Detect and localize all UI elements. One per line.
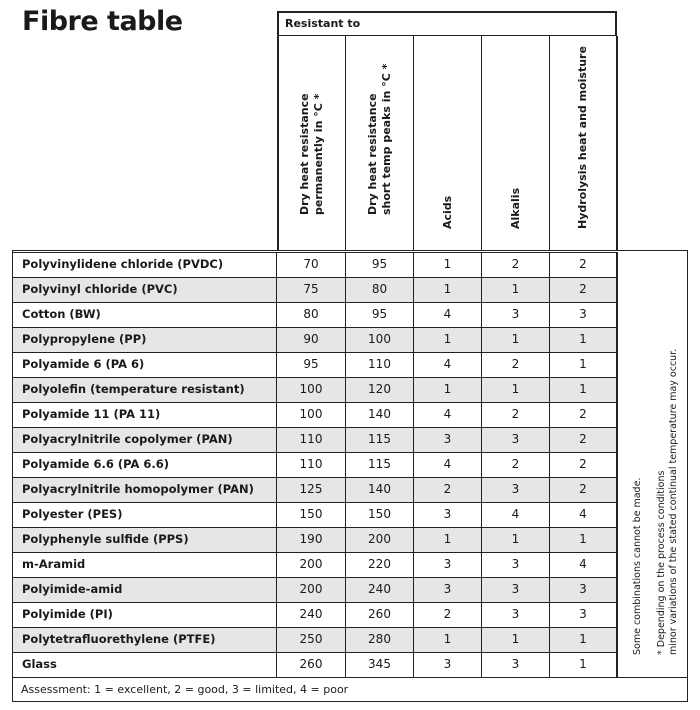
table-row xyxy=(13,552,618,577)
table-cell: 1 xyxy=(482,527,550,552)
row-divider xyxy=(13,602,618,603)
table-cell: 260 xyxy=(277,652,346,677)
column-header-line: Alkalis xyxy=(508,187,522,229)
table-cell: 2 xyxy=(550,477,618,502)
fibre-name: Polyacrylnitrile copolymer (PAN) xyxy=(13,427,277,452)
fibre-name: Polytetrafluorethylene (PTFE) xyxy=(13,627,277,652)
table-cell: 220 xyxy=(346,552,414,577)
column-header-line: Hydrolysis heat and moisture xyxy=(576,46,589,229)
table-cell: 95 xyxy=(346,302,414,327)
table-cell: 4 xyxy=(550,502,618,527)
table-cell: 2 xyxy=(550,402,618,427)
table-cell: 200 xyxy=(277,552,346,577)
table-cell: 200 xyxy=(346,527,414,552)
table-cell: 1 xyxy=(414,377,482,402)
table-row xyxy=(13,652,618,677)
table-cell: 70 xyxy=(277,252,346,277)
assessment-legend: Assessment: 1 = excellent, 2 = good, 3 = limited, 4 = poor xyxy=(13,677,687,701)
row-divider xyxy=(13,477,618,478)
table-cell: 1 xyxy=(414,252,482,277)
table-cell: 345 xyxy=(346,652,414,677)
table-cell: 115 xyxy=(346,427,414,452)
row-divider xyxy=(13,527,618,528)
table-row xyxy=(13,352,618,377)
column-header-3 xyxy=(414,36,482,251)
row-divider xyxy=(13,302,618,303)
table-cell: 1 xyxy=(414,277,482,302)
table-row xyxy=(13,602,618,627)
column-header-line: Dry heat resistance xyxy=(365,93,379,215)
row-divider xyxy=(13,452,618,453)
table-cell: 90 xyxy=(277,327,346,352)
fibre-name: Polyphenyle sulfide (PPS) xyxy=(13,527,277,552)
table-row xyxy=(13,627,618,652)
table-cell: 2 xyxy=(550,452,618,477)
table-row xyxy=(13,277,618,302)
table-row xyxy=(13,452,618,477)
table-cell: 2 xyxy=(482,402,550,427)
table-cell: 1 xyxy=(482,277,550,302)
fibre-name: Polyimide-amid xyxy=(13,577,277,602)
table-cell: 1 xyxy=(550,352,618,377)
table-cell: 2 xyxy=(482,452,550,477)
table-cell: 4 xyxy=(550,552,618,577)
fibre-name: Cotton (BW) xyxy=(13,302,277,327)
table-cell: 1 xyxy=(550,627,618,652)
table-cell: 200 xyxy=(277,577,346,602)
table-cell: 3 xyxy=(550,577,618,602)
table-cell: 1 xyxy=(414,627,482,652)
column-header-line: permanently in °C * xyxy=(312,93,325,215)
fibre-name: m-Aramid xyxy=(13,552,277,577)
table-cell: 120 xyxy=(346,377,414,402)
table-cell: 150 xyxy=(277,502,346,527)
row-divider xyxy=(13,577,618,578)
table-cell: 4 xyxy=(482,502,550,527)
table-cell: 3 xyxy=(482,602,550,627)
row-divider xyxy=(13,352,618,353)
table-cell: 1 xyxy=(550,652,618,677)
table-cell: 2 xyxy=(482,252,550,277)
table-cell: 240 xyxy=(277,602,346,627)
column-header-text xyxy=(298,93,326,215)
table-cell: 1 xyxy=(550,377,618,402)
row-divider xyxy=(13,652,618,653)
table-cell: 2 xyxy=(414,477,482,502)
row-divider xyxy=(13,627,618,628)
row-divider xyxy=(13,377,618,378)
table-cell: 1 xyxy=(414,327,482,352)
table-cell: 75 xyxy=(277,277,346,302)
table-cell: 95 xyxy=(277,352,346,377)
table-cell: 3 xyxy=(414,502,482,527)
table-cell: 2 xyxy=(550,252,618,277)
table-cell: 140 xyxy=(346,402,414,427)
row-divider xyxy=(13,502,618,503)
table-cell: 95 xyxy=(346,252,414,277)
page-title: Fibre table xyxy=(22,6,183,37)
table-cell: 2 xyxy=(414,602,482,627)
table-cell: 125 xyxy=(277,477,346,502)
column-header-text xyxy=(366,64,394,215)
table-cell: 110 xyxy=(277,427,346,452)
table-cell: 3 xyxy=(482,302,550,327)
table-cell: 3 xyxy=(414,577,482,602)
column-header-line: Dry heat resistance xyxy=(298,93,311,215)
table-cell: 2 xyxy=(550,277,618,302)
table-cell: 190 xyxy=(277,527,346,552)
table-cell: 3 xyxy=(414,552,482,577)
fibre-name: Polypropylene (PP) xyxy=(13,327,277,352)
table-cell: 1 xyxy=(414,527,482,552)
fibre-name: Polyamide 11 (PA 11) xyxy=(13,402,277,427)
table-row xyxy=(13,377,618,402)
table-cell: 3 xyxy=(414,427,482,452)
table-cell: 4 xyxy=(414,402,482,427)
table-row xyxy=(13,477,618,502)
table-cell: 3 xyxy=(482,577,550,602)
column-header-1 xyxy=(277,36,346,251)
column-header-text xyxy=(509,188,523,229)
table-cell: 1 xyxy=(482,327,550,352)
table-cell: 115 xyxy=(346,452,414,477)
table-cell: 3 xyxy=(482,427,550,452)
row-divider xyxy=(13,552,618,553)
table-cell: 110 xyxy=(346,352,414,377)
fibre-name: Polyamide 6.6 (PA 6.6) xyxy=(13,452,277,477)
fibre-name: Polyvinylidene chloride (PVDC) xyxy=(13,252,277,277)
resistant-to-header xyxy=(277,11,617,36)
table-cell: 140 xyxy=(346,477,414,502)
table-cell: 80 xyxy=(277,302,346,327)
table-cell: 100 xyxy=(277,377,346,402)
fibre-name: Polyester (PES) xyxy=(13,502,277,527)
column-header-text xyxy=(441,196,455,229)
table-cell: 3 xyxy=(482,652,550,677)
table-cell: 110 xyxy=(277,452,346,477)
table-row xyxy=(13,302,618,327)
column-header-5 xyxy=(550,36,618,251)
table-cell: 3 xyxy=(482,552,550,577)
table-cell: 100 xyxy=(346,327,414,352)
table-cell: 280 xyxy=(346,627,414,652)
table-cell: 250 xyxy=(277,627,346,652)
row-divider xyxy=(13,277,618,278)
fibre-name: Polyvinyl chloride (PVC) xyxy=(13,277,277,302)
table-cell: 4 xyxy=(414,302,482,327)
fibre-name: Polyolefin (temperature resistant) xyxy=(13,377,277,402)
table-cell: 4 xyxy=(414,352,482,377)
column-header-4 xyxy=(482,36,550,251)
table-cell: 4 xyxy=(414,452,482,477)
table-row xyxy=(13,402,618,427)
table-row xyxy=(13,427,618,452)
row-divider xyxy=(13,252,618,253)
table-cell: 3 xyxy=(550,302,618,327)
side-note-process-conditions: * Depending on the process conditions xyxy=(656,470,667,655)
column-header-2 xyxy=(346,36,414,251)
fibre-name: Polyimide (PI) xyxy=(13,602,277,627)
column-header-line: short temp peaks in °C * xyxy=(379,63,393,215)
table-cell: 240 xyxy=(346,577,414,602)
column-header-text xyxy=(576,46,590,229)
fibre-name: Polyacrylnitrile homopolymer (PAN) xyxy=(13,477,277,502)
fibre-name: Glass xyxy=(13,652,277,677)
table-cell: 80 xyxy=(346,277,414,302)
row-divider xyxy=(13,327,618,328)
table-cell: 1 xyxy=(482,377,550,402)
table-row xyxy=(13,327,618,352)
table-cell: 1 xyxy=(550,327,618,352)
table-cell: 150 xyxy=(346,502,414,527)
row-divider xyxy=(13,402,618,403)
table-cell: 100 xyxy=(277,402,346,427)
side-notes xyxy=(622,250,688,677)
table-cell: 2 xyxy=(482,352,550,377)
table-cell: 2 xyxy=(550,427,618,452)
table-cell: 3 xyxy=(550,602,618,627)
fibre-name: Polyamide 6 (PA 6) xyxy=(13,352,277,377)
row-divider xyxy=(13,427,618,428)
table-cell: 1 xyxy=(482,627,550,652)
table-cell: 1 xyxy=(550,527,618,552)
table-cell: 3 xyxy=(482,477,550,502)
table-row xyxy=(13,527,618,552)
table-cell: 260 xyxy=(346,602,414,627)
table-row xyxy=(13,577,618,602)
resistant-to-label: Resistant to xyxy=(285,17,361,30)
side-note-combinations: Some combinations cannot be made. xyxy=(632,477,643,655)
table-cell: 3 xyxy=(414,652,482,677)
column-header-line: Acids xyxy=(440,195,454,229)
table-row xyxy=(13,252,618,277)
side-note-temperature-variations: minor variations of the stated continual temperature may occur. xyxy=(668,348,679,655)
table-row xyxy=(13,502,618,527)
